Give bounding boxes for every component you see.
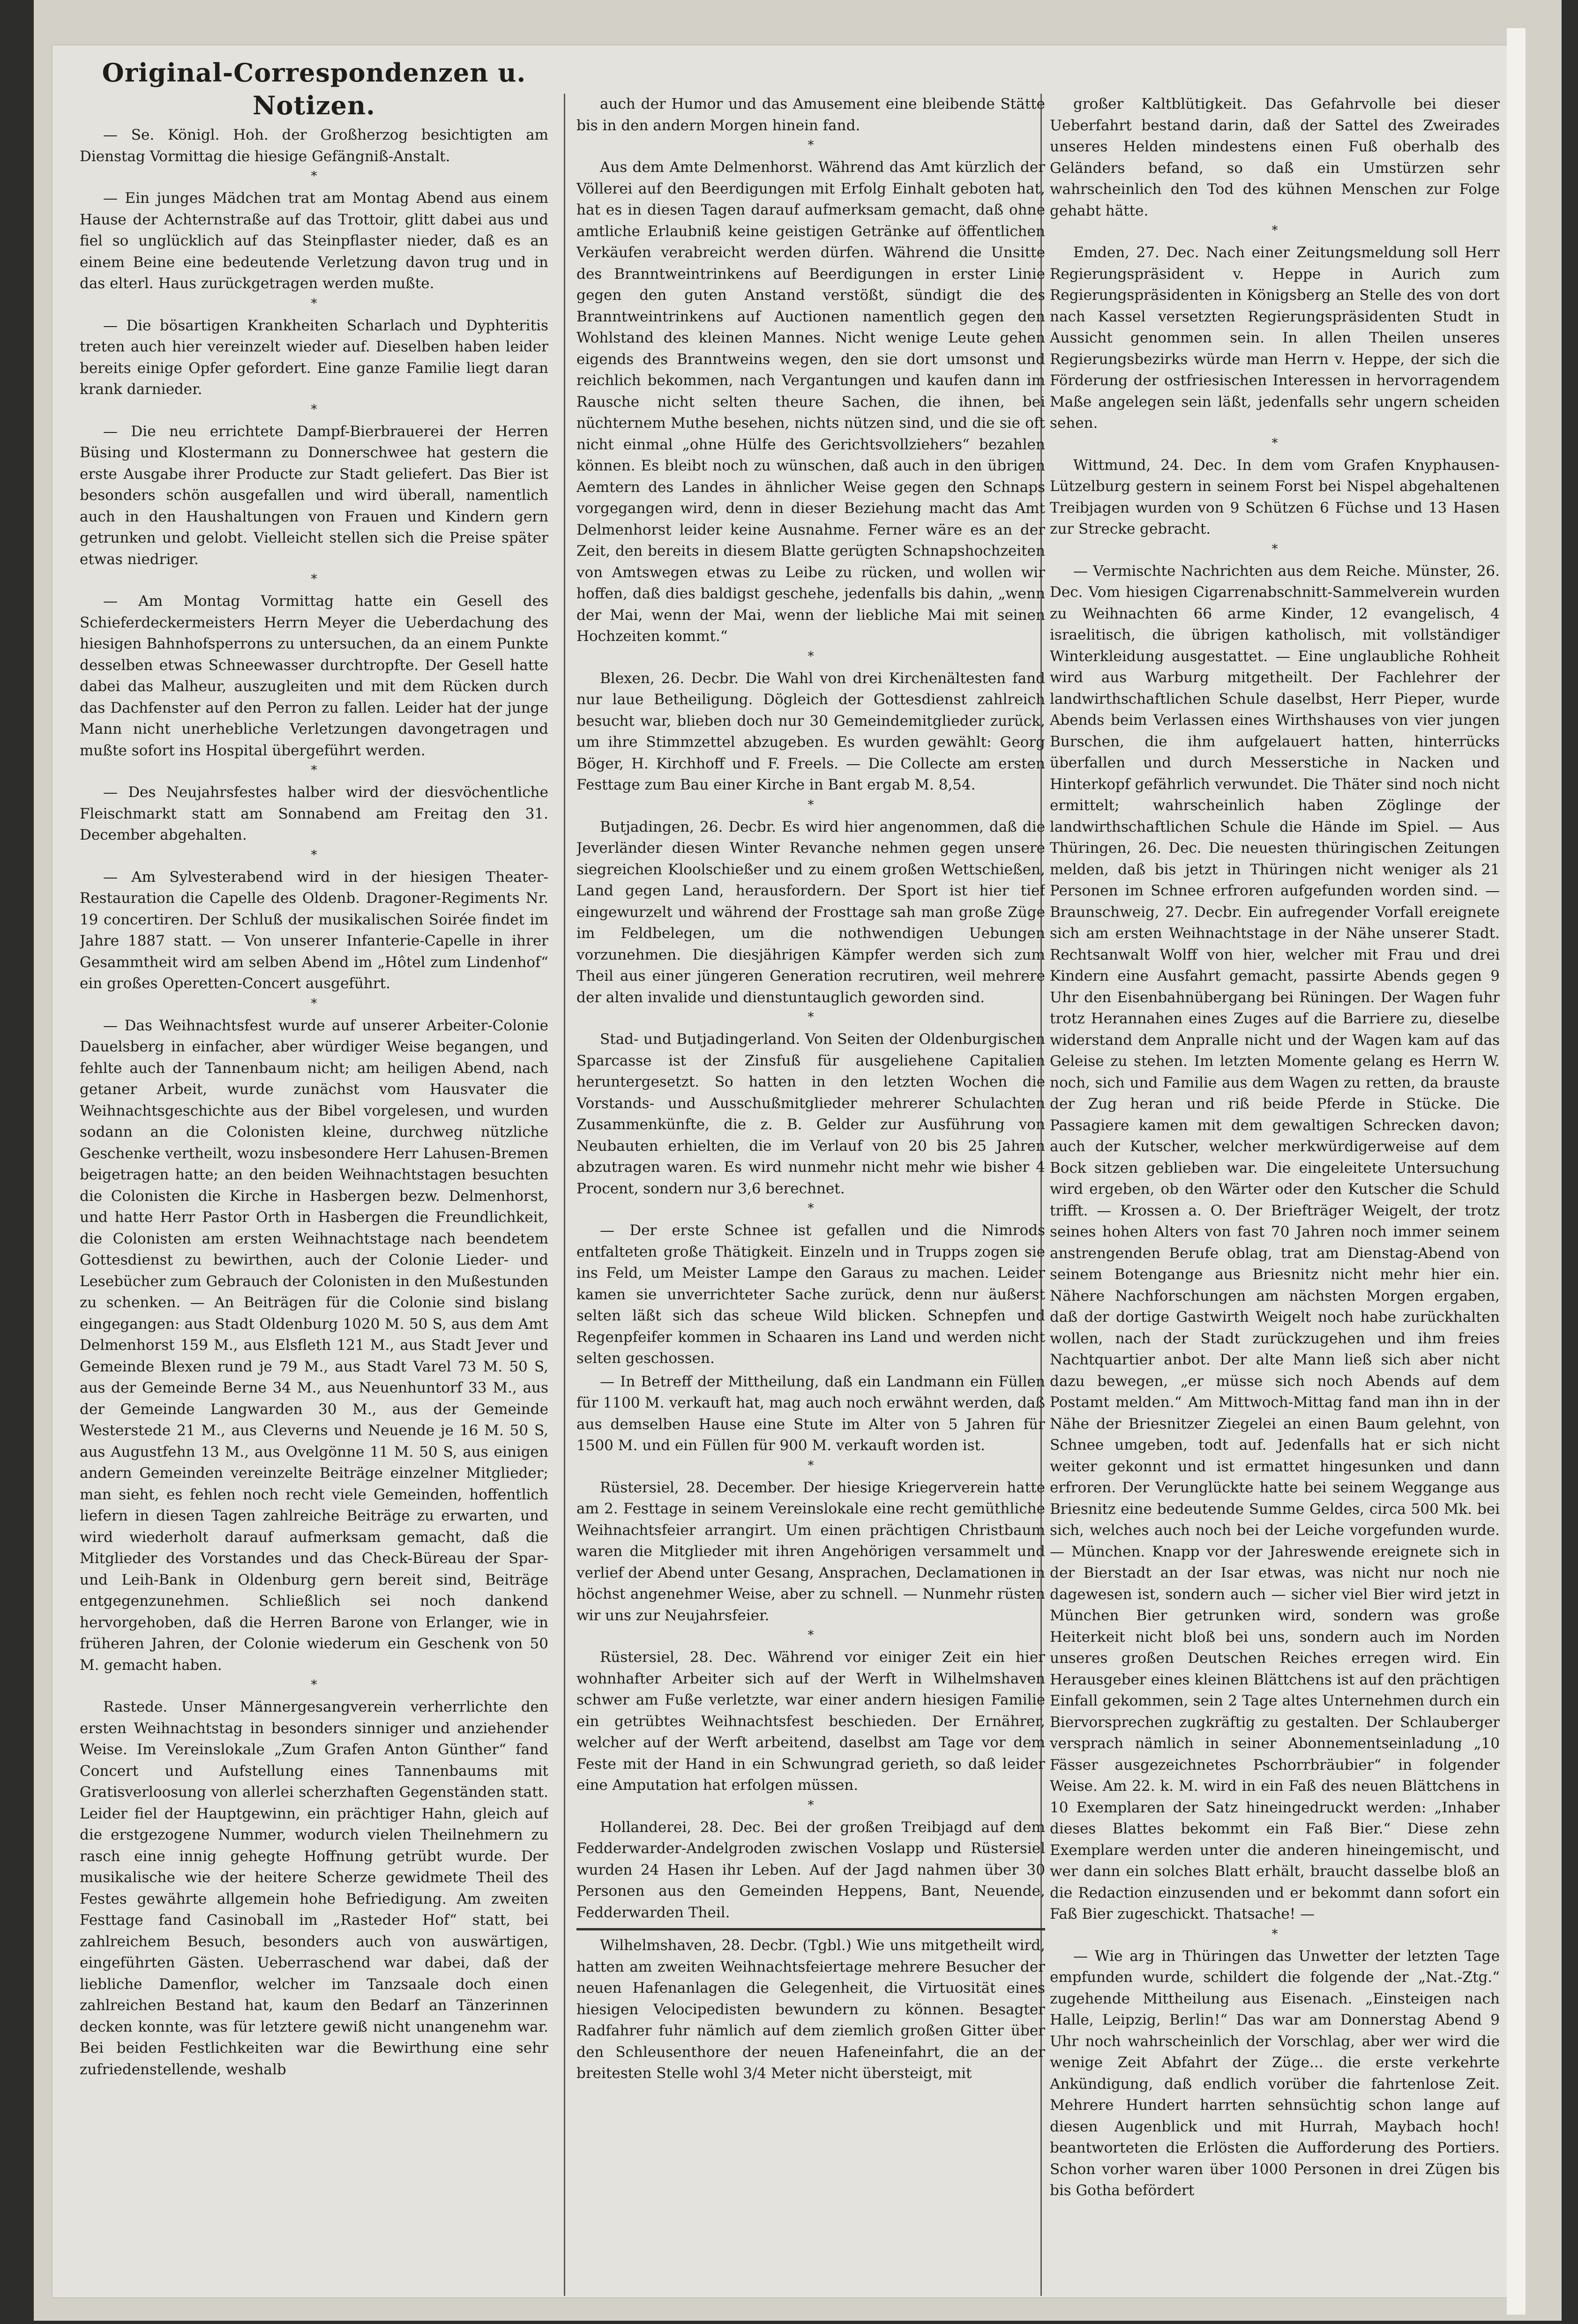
article: Wittmund, 24. Dec. In dem vom Grafen Knyphausen-Lützelburg gestern in seinem Forst bei Nispel abgehaltenen Treibjagen wurden von 9 Schützen 6 Füchse und 13 Hasen zur Strecke gebracht. — [1050, 456, 1500, 537]
article: — Der erste Schnee ist gefallen und die Nimrods entfalteten große Thätigkeit. Einzeln und in Trupps zogen sie ins Feld, um Meister Lampe den Garaus zu machen. Leider kamen sie unverrichteter Sache zurück, denn nur äußerst selten läßt sich das scheue Wild blicken. Schnepfen und Regenpfeifer kommen in Schaaren ins Land und werden nicht selten geschossen. — [576, 1222, 1045, 1367]
separator: * — [311, 763, 317, 777]
separator: * — [808, 138, 814, 152]
separator: * — [808, 797, 814, 812]
article: — Am Montag Vormittag hatte ein Gesell des Schieferdeckermeisters Herrn Meyer die Ueberdachung des hiesigen Bahnhofsperrons zu untersuchen, da an einem Punkte desselben etwas Schneewasser durchtropfte. Der Gesell hatte dabei das Malheur, auszugleiten und mit dem Rücken durch das Dachfenster auf den Perron zu fallen. Leider hat der junge Mann nicht unerhebliche Verletzungen davongetragen und mußte sofort ins Hospital übergeführt werden. — [80, 593, 548, 759]
section-title: Original-Correspondenzen u. Notizen. — [102, 58, 526, 120]
article: Rastede. Unser Männergesangverein verherrlichte den ersten Weihnachtstag in besonders sinniger und anziehender Weise. Im Vereinslokale „Zum Grafen Anton Günther“ fand Concert und Aufstellung eines Tannenbaums mit Gratisverloosung von allerlei scherzhaften Gegenständen statt. Leider fiel der Hauptgewinn, ein prächtiger Hahn, gleich auf die erstgezogene Nummer, wodurch vielen Theilnehmern zu rasch eine innig gehegte Hoffnung getrübt wurde. Der musikalische wie der heitere Scherze gewidmete Theil des Festes gewährte allgemein hohe Befriedigung. Am zweiten Festtage fand Casinoball im „Rasteder Hof“ statt, bei zahlreichem Besuch, besonders auch von auswärtigen, eingeführten Gästen. Ueberraschend war dabei, daß der liebliche Damenflor, welcher im Tanzsaale doch einen zahlreichen Bestand hat, kaum den Bedarf an Tänzerinnen decken konnte, was für letztere gewiß nicht unangenehm war. Bei beiden Festlichkeiten war die Bewirthung eine sehr zufriedenstellende, weshalb — [80, 1698, 548, 2078]
article: Hollanderei, 28. Dec. Bei der großen Treibjagd auf dem Fedderwarder-Andelgroden zwischen Voslapp und Rüstersiel wurden 24 Hasen ihr Leben. Auf der Jagd nahmen über 30 Personen aus den Gemeinden Heppens, Bant, Neuende, Fedderwarden Theil. — [576, 1818, 1045, 1921]
column-3 — [1050, 94, 1500, 2324]
article: — Vermischte Nachrichten aus dem Reiche. Münster, 26. Dec. Vom hiesigen Cigarrenabschnitt-Sammelverein wurden zu Weihnachten 66 arme Kinder, 12 evangelisch, 4 israelitisch, die übrigen katholisch, mit vollständiger Winterkleidung ausgestattet. — Eine unglaubliche Rohheit wird aus Warburg mitgetheilt. Der Fachlehrer der landwirthschaftlichen Schule daselbst, Herr Pieper, wurde Abends beim Verlassen eines Wirthshauses von vier jungen Burschen, die ihm aufgelauert hatten, hinterrücks überfallen und durch Messerstiche in Nacken und Hinterkopf gefährlich verwundet. Die Thäter sind noch nicht ermittelt; wahrscheinlich haben Zöglinge der landwirthschaftlichen Schule die Hände im Spiel. — Aus Thüringen, 26. Dec. Die neuesten thüringischen Zeitungen melden, daß bis jetzt in Thüringen nicht weniger als 21 Personen im Schnee erfroren aufgefunden worden sind. — Braunschweig, 27. Decbr. Ein aufregender Vorfall ereignete sich am ersten Weihnachtstage in der Nähe unserer Stadt. Rechtsanwalt Wolff von hier, welcher mit Frau und drei Kindern eine Ausfahrt gemacht, passirte Abends gegen 9 Uhr den Eisenbahnübergang bei Rüningen. Der Wagen fuhr trotz Herannahen eines Zuges auf die Barriere zu, dieselbe widerstand dem Anpralle nicht und der Wagen kam auf das Geleise zu stehen. Im letzten Momente gelang es Herrn W. noch, sich und Familie aus dem Wagen zu retten, da brauste der Zug heran und riß beide Pferde in Stücke. Die Passagiere kamen mit dem gewaltigen Schrecken davon; auch der Kutscher, welcher merkwürdigerweise auf dem Bock sitzen geblieben war. Die eingeleitete Untersuchung wird ergeben, ob den Wärter oder den Kutscher die Schuld trifft. — Krossen a. O. Der Briefträger Weigelt, der trotz seines hohen Alters von fast 70 Jahren noch immer seinem anstrengenden Berufe oblag, trat am Dienstag-Abend von seinem Botengange aus Briesnitz nicht mehr hier ein. Nähere Nachforschungen am nächsten Morgen ergaben, daß der dortige Gastwirth Weigelt noch habe zurückhalten wollen, nach der Stadt zurückzugehen und ihm freies Nachtquartier anbot. Der alte Mann ließ sich aber nicht dazu bewegen, „er müsse sich noch Abends auf dem Postamt melden.“ Am Mittwoch-Mittag fand man ihn in der Nähe der Briesnitzer Ziegelei an einen Baum gelehnt, von Schnee umgeben, todt auf. Jedenfalls hat er sich nicht weiter gekonnt und ist ermattet hingesunken und dann erfroren. Der Verunglückte hatte bei seinem Weggange aus Briesnitz eine bedeutende Summe Geldes, circa 500 Mk. bei sich, welches auch noch bei der Leiche vorgefunden wurde. — München. Knapp vor der Jahreswende ereignete sich in der Bierstadt an der Isar etwas, was nicht nur noch nie dagewesen ist, sondern auch — sicher viel Bier wird jetzt in München Bier getrunken wird, sondern was große Heiterkeit nicht bloß bei uns, sondern auch im Norden unseres großen Deutschen Reiches erregen wird. Ein Herausgeber eines kleinen Blättchens ist auf den prächtigen Einfall gekommen, sein 2 Tage altes Unternehmen durch ein Biervorsprechen zugkräftig zu gestalten. Der Schlauberger versprach nämlich in seiner Abonnementseinladung „10 Fässer ausgezeichnetes Pschorrbräubier“ in folgender Weise. Am 22. k. M. wird in ein Faß des neuen Blättchens in 10 Exemplaren der Satz hineingedruckt werden: „Inhaber dieses Blattes bekommt ein Faß Bier.“ Diese zehn Exemplare werden unter die anderen hineingemischt, und wer dann ein solches Blatt erhält, braucht dasselbe bloß an die Redaction einzusenden und er bekommt dann sofort ein Faß Bier zugeschickt. Thatsache! — — [1050, 562, 1500, 1922]
article: Rüstersiel, 28. December. Der hiesige Kriegerverein hatte am 2. Festtage in seinem Vereinslokale eine recht gemüthliche Weihnachtsfeier arrangirt. Um einen prächtigen Christbaum waren die Mitglieder mit ihren Angehörigen versammelt und verlief der Abend unter Gesang, Ansprachen, Declamationen in höchst angenehmer Weise, aber zu schnell. — Nunmehr rüsten wir uns zur Neujahrsfeier. — [576, 1479, 1045, 1624]
article: — Ein junges Mädchen trat am Montag Abend aus einem Hause der Achternstraße auf das Trottoir, glitt dabei aus und fiel so unglücklich auf das Steinpflaster nieder, daß es an einem Beine eine bedeutende Verletzung davon trug und in das elterl. Haus zurückgetragen werden mußte. — [80, 190, 548, 292]
separator: * — [311, 572, 317, 586]
column-rule — [564, 94, 565, 2296]
article: Aus dem Amte Delmenhorst. Während das Amt kürzlich der Völlerei auf den Beerdigungen mit Erfolg Einhalt geboten hat, hat es in diesen Tagen darauf aufmerksam gemacht, daß ohne amtliche Erlaubniß keine geistigen Getränke auf öffentlichen Verkäufen verabreicht werden dürfen. Während die Unsitte des Branntweintrinkens auf Beerdigungen in erster Linie gegen den guten Anstand verstößt, sündigt die des Branntweintrinkens auf Auctionen namentlich gegen den Wohlstand des kleinen Mannes. Nicht wenige Leute gehen eigends des Branntweins wegen, den sie dort umsonst und reichlich bekommen, nach Vergantungen und kaufen dann im Rausche nicht selten theure Sachen, die ihnen, bei nüchternem Muthe besehen, nichts nützen sind, und die sie oft nicht einmal „ohne Hülfe des Gerichtsvollziehers“ bezahlen können. Es bleibt noch zu wünschen, daß auch in den übrigen Aemtern des Landes in ähnlicher Weise gegen den Schnaps vorgegangen wird, denn in dieser Beziehung macht das Amt Delmenhorst leider keine Ausnahme. Ferner wäre es an der Zeit, den bereits in diesem Blatte gerügten Schnapshochzeiten von Amtswegen etwas zu Leibe zu rücken, und wollen wir hoffen, daß dies baldigst geschehe, jedenfalls bis dahin, „wenn der Mai, wenn der Mai, wenn der liebliche Mai mit seinen Hochzeiten kommt.“ — [576, 159, 1045, 645]
article: Rüstersiel, 28. Dec. Während vor einiger Zeit ein hier wohnhafter Arbeiter sich auf der Werft in Wilhelmshaven schwer am Fuße verletzte, war einer andern hiesigen Familie ein getrübtes Weihnachtsfest beschieden. Der Ernährer, welcher auf der Werft arbeitend, daselbst am Tage vor dem Feste mit der Hand in ein Schwungrad gerieth, so daß leider eine Amputation hat erfolgen müssen. — [576, 1649, 1045, 1794]
separator: * — [311, 848, 317, 862]
separator: * — [808, 1458, 814, 1473]
separator: * — [808, 1628, 814, 1642]
column-2 — [576, 94, 1045, 2324]
article: — Das Weihnachtsfest wurde auf unserer Arbeiter-Colonie Dauelsberg in einfacher, aber würdiger Weise begangen, und fehlte auch der Tannenbaum nicht; am heiligen Abend, nach getaner Arbeit, wurde zunächst vom Hausvater die Weihnachtsgeschichte aus der Bibel vorgelesen, und wurden sodann an die Colonisten kleine, durchweg nützliche Geschenke vertheilt, wozu insbesondere Herr Lahusen-Bremen beigetragen hatte; an den beiden Weihnachtstagen besuchten die Colonisten die Kirche in Hasbergen bezw. Delmenhorst, und hatte Herr Pastor Orth in Hasbergen die Freundlichkeit, die Colonisten am ersten Weihnachtstage nach beendetem Gottesdienst zu bewirthen, auch der Colonie Lieder- und Lesebücher zum Gebrauch der Colonisten in den Mußestunden zu schenken. — An Beiträgen für die Colonie sind bislang eingegangen: aus Stadt Oldenburg 1020 M. 50 S, aus dem Amt Delmenhorst 159 M., aus Elsfleth 121 M., aus Stadt Jever und Gemeinde Blexen rund je 79 M., aus Stadt Varel 73 M. 50 S, aus der Gemeinde Berne 34 M., aus Neuenhuntorf 33 M., aus der Gemeinde Langwarden 30 M., aus der Gemeinde Westerstede 21 M., aus Cleverns und Neuende je 16 M. 50 S, aus Augustfehn 13 M., aus Ovelgönne 11 M. 50 S, aus einigen andern Gemeinden vereinzelte Beiträge einzelner Mitglieder; man sieht, es fehlen noch recht viele Gemeinden, hoffentlich liefern in diesen Tagen zahlreiche Beiträge zu erwarten, und wird wiederholt darauf aufmerksam gemacht, daß die Mitglieder des Vorstandes und das Check-Büreau der Spar- und Leih-Bank in Oldenburg gern bereit sind, Beiträge entgegenzunehmen. Schließlich sei noch dankend hervorgehoben, daß die Herren Barone von Erlanger, wie in früheren Jahren, der Colonie wiederum ein Geschenk von 50 M. gemacht haben. — [80, 1017, 548, 1674]
article: — Se. Königl. Hoh. der Großherzog besichtigten am Dienstag Vormittag die hiesige Gefängniß-Anstalt. — [80, 127, 548, 165]
article: — Am Sylvesterabend wird in der hiesigen Theater-Restauration die Capelle des Oldenb. Dragoner-Regiments Nr. 19 concertiren. Der Schluß der musikalischen Soirée findet im Jahre 1887 statt. — Von unserer Infanterie-Capelle in ihrer Gesammtheit wird am selben Abend im „Hôtel zum Lindenhof“ ein großes Operetten-Concert ausgeführt. — [80, 868, 548, 992]
separator: * — [311, 1678, 317, 1692]
separator: * — [1271, 542, 1278, 556]
divider — [576, 1928, 1045, 1930]
article: Stad- und Butjadingerland. Von Seiten der Oldenburgischen Sparcasse ist der Zinsfuß für ausgeliehene Capitalien heruntergesetzt. So hatten in den letzten Wochen die Vorstands- und Ausschußmitglieder mehrerer Schulachten Zusammenkünfte, die z. B. Gelder zur Ausführung von Neubauten erhielten, die im Verlauf von 20 bis 25 Jahren abzutragen waren. Es wird nunmehr nicht mehr wie bisher 4 Procent, sondern nur 3,6 berechnet. — [576, 1031, 1045, 1197]
separator: * — [808, 1010, 814, 1024]
article: Wilhelmshaven, 28. Decbr. (Tgbl.) Wie uns mitgetheilt wird, hatten am zweiten Weihnachtsfeiertage mehrere Besucher der neuen Hafenanlagen die Gelegenheit, die Virtuosität eines hiesigen Velocipedisten bewundern zu können. Besagter Radfahrer fuhr nämlich auf dem ziemlich großen Gitter über den Schleusenthore der neuen Hafeneinfahrt, die an der breitesten Stelle wohl 3/4 Meter nicht übersteigt, mit — [576, 1937, 1045, 2082]
article: — Die neu errichtete Dampf-Bierbrauerei der Herren Büsing und Klostermann zu Donnerschwee hat gestern die erste Ausgabe ihrer Producte zur Stadt geliefert. Das Bier ist besonders schön ausgefallen und wird überall, namentlich auch in den Haushaltungen von Frauen und Kindern gern getrunken und gelobt. Vielleicht stellen sich die Preise später etwas niedriger. — [80, 423, 548, 568]
article: großer Kaltblütigkeit. Das Gefahrvolle bei dieser Ueberfahrt bestand darin, daß der Sattel des Zweirades unseres Helden mindestens einen Fuß oberhalb des Geländers befand, so daß ein Umstürzen sehr wahrscheinlich den Tod des kühnen Menschen zur Folge gehabt hätte. — [1050, 96, 1500, 219]
article: Blexen, 26. Decbr. Die Wahl von drei Kirchenältesten fand nur laue Betheiligung. Dögleich der Gottesdienst zahlreich besucht war, blieben doch nur 30 Gemeindemitglieder zurück, um ihre Stimmzettel abzugeben. Es wurden gewählt: Georg Böger, H. Kirchhoff und F. Freels. — Die Collecte am ersten Festtage zum Bau einer Kirche in Bant ergab M. 8,54. — [576, 670, 1045, 793]
separator: * — [808, 1201, 814, 1215]
article: Emden, 27. Dec. Nach einer Zeitungsmeldung soll Herr Regierungspräsident v. Heppe in Aurich zum Regierungspräsidenten in Königsberg an Stelle des von dort nach Kassel versetzten Regierungspräsidenten Studt in Aussicht genommen sein. In allen Theilen unseres Regierungsbezirks würde man Herrn v. Heppe, der sich die Förderung der ostfriesischen Interessen in hervorragendem Maße angelegen sein läßt, jedenfalls sehr ungern scheiden sehen. — [1050, 244, 1500, 432]
separator: * — [311, 296, 317, 311]
article: — In Betreff der Mittheilung, daß ein Landmann ein Füllen für 1100 M. verkauft hat, mag auch noch erwähnt werden, daß aus demselben Hause eine Stute im Alter von 5 Jahren für 1500 M. und ein Füllen für 900 M. verkauft worden ist. — [576, 1373, 1045, 1454]
separator: * — [311, 169, 317, 183]
article: Butjadingen, 26. Decbr. Es wird hier angenommen, daß die Jeverländer diesen Winter Revanche nehmen gegen unsere siegreichen Kloolschießer und zu einem großen Wettschießen, Land gegen Land, herausfordern. Der Sport ist hier tief eingewurzelt und während der Frosttage sah man große Züge im Feldbelegen, um die nothwendigen Uebungen vorzunehmen. Die diesjährigen Kämpfer werden sich zum Theil aus einer jüngeren Generation recrutiren, weil mehrere der alten invalide und dienstuntauglich geworden sind. — [576, 818, 1045, 1006]
separator: * — [311, 996, 317, 1011]
separator: * — [311, 402, 317, 417]
article: — Des Neujahrsfestes halber wird der diesvöchentliche Fleischmarkt statt am Sonnabend am Freitag den 31. December abgehalten. — [80, 784, 548, 843]
article: — Die bösartigen Krankheiten Scharlach und Dyphteritis treten auch hier vereinzelt wieder auf. Dieselben haben leider bereits einige Opfer gefordert. Eine ganze Familie liegt daran krank darnieder. — [80, 317, 548, 398]
separator: * — [1271, 1927, 1278, 1941]
article: — Wie arg in Thüringen das Unwetter der letzten Tage empfunden wurde, schildert die folgende der „Nat.-Ztg.“ zugehende Mittheilung aus Eisenach. „Einsteigen nach Halle, Leipzig, Berlin!“ Das war am Donnerstag Abend 9 Uhr noch wahrscheinlich der Vorschlag, aber wer wird die wenige Zeit Abfahrt der Züge... die erste verkehrte Ankündigung, daß endlich vorüber die fahrtenlose Zeit. Mehrere Hundert harrten sehnsüchtig schon lange auf diesen Augenblick und mit Hurrah, Maybach hoch! beantworteten die Erlösten die Aufforderung des Portiers. Schon vorher waren über 1000 Personen in drei Zügen bis bis Gotha befördert — [1050, 1947, 1500, 2199]
separator: * — [808, 1798, 814, 1812]
column-1 — [80, 56, 548, 2287]
separator: * — [1271, 223, 1278, 238]
separator: * — [1271, 436, 1278, 450]
separator: * — [808, 649, 814, 663]
article: auch der Humor und das Amusement eine bleibende Stätte bis in den andern Morgen hinein fand. — [576, 96, 1045, 134]
page-edge — [1507, 28, 1526, 2315]
